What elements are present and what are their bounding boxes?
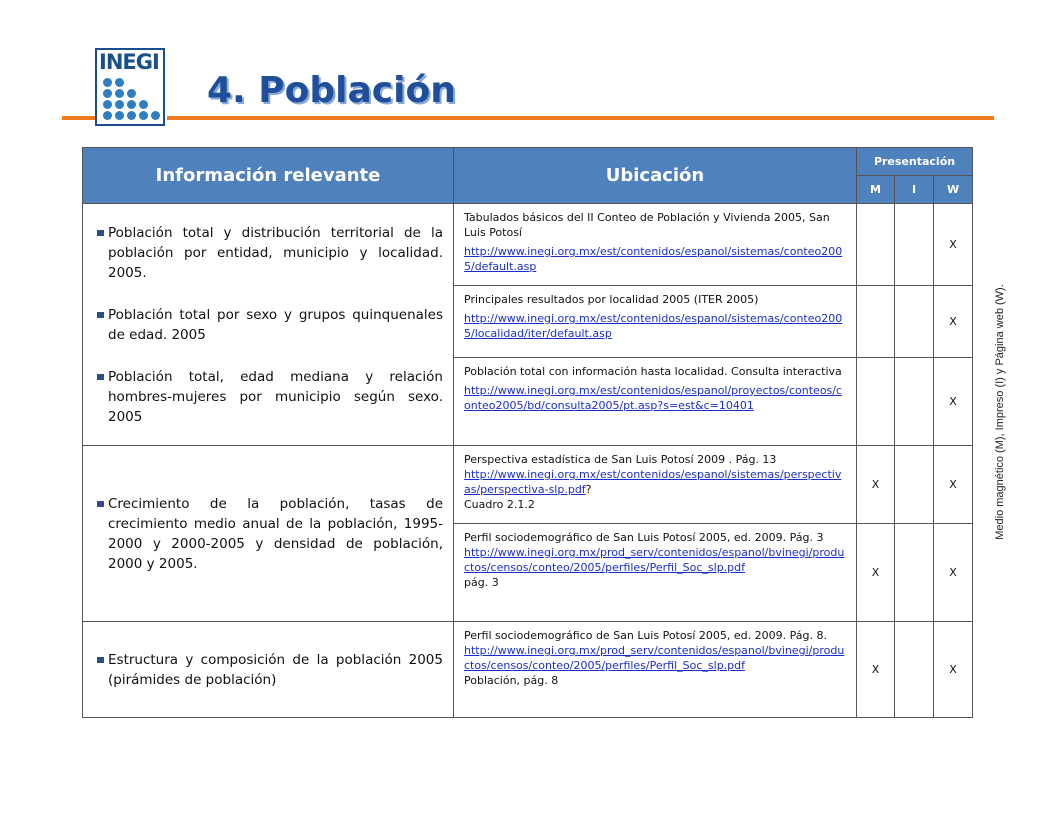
logo-dots [101,78,161,122]
info-group-1 [83,204,454,446]
mark-m: X [857,524,895,622]
info-item: Población total, edad mediana y relación hombres-mujeres por municipio según sexo. 2005 [99,367,443,427]
location-cell [454,446,857,524]
mark-m [857,204,895,286]
mark-w: X [934,524,973,622]
location-text: Principales resultados por localidad 2005 (ITER 2005) [464,293,759,306]
location-link[interactable]: http://www.inegi.org.mx/est/contenidos/espanol/sistemas/conteo2005/default.asp [464,245,843,273]
location-cell [454,524,857,622]
page-title: 4. Población [207,70,456,111]
side-note-text: Medio magnético (M), Impreso (I) y Página web (W). [994,284,1006,540]
mark-w: X [934,204,973,286]
header-i: I [895,176,934,204]
location-link[interactable]: http://www.inegi.org.mx/est/contenidos/espanol/sistemas/perspectivas/perspectiva-slp.pdf [464,468,842,496]
logo-text: INEGI [99,50,159,74]
mark-i [895,204,934,286]
info-item: Estructura y composición de la población 2005 (pirámides de población) [99,650,443,690]
location-note: Cuadro 2.1.2 [464,498,535,511]
location-text: Tabulados básicos del II Conteo de Población y Vivienda 2005, San Luis Potosí [464,211,830,239]
side-note [992,256,1008,572]
mark-m [857,358,895,446]
info-item: Población total por sexo y grupos quinquenales de edad. 2005 [99,305,443,345]
location-cell [454,286,857,358]
header-w: W [934,176,973,204]
info-group-2 [83,446,454,622]
mark-i [895,446,934,524]
mark-w: X [934,622,973,718]
inegi-logo [95,48,167,128]
location-cell [454,622,857,718]
info-item: Población total y distribución territorial de la población por entidad, municipio y localidad. 2005. [99,223,443,283]
info-item: Crecimiento de la población, tasas de crecimiento medio anual de la población, 1995-2000 y 2000-2005 y densidad de población, 2000 y 2005. [99,494,443,574]
mark-i [895,524,934,622]
mark-w: X [934,358,973,446]
location-text: Población total con información hasta localidad. Consulta interactiva [464,365,842,378]
location-note: pág. 3 [464,576,499,589]
info-group-3 [83,622,454,718]
mark-m: X [857,622,895,718]
location-link[interactable]: http://www.inegi.org.mx/est/contenidos/espanol/proyectos/conteos/conteo2005/bd/consulta2005/pt.asp?s=est&c=10401 [464,384,843,412]
header-presentation: Presentación [857,148,973,176]
location-link[interactable]: http://www.inegi.org.mx/est/contenidos/espanol/sistemas/conteo2005/localidad/iter/default.asp [464,312,843,340]
location-text: Perfil sociodemográfico de San Luis Potosí 2005, ed. 2009. Pág. 3 [464,531,824,544]
location-cell [454,204,857,286]
location-text: Perspectiva estadística de San Luis Potosí 2009 . Pág. 13 [464,453,777,466]
location-suffix: ? [585,483,592,496]
population-table [82,147,973,718]
location-note: Población, pág. 8 [464,674,559,687]
header-location: Ubicación [454,148,857,204]
orange-rule [62,116,994,120]
location-cell [454,358,857,446]
mark-i [895,286,934,358]
header-info: Información relevante [83,148,454,204]
location-link[interactable]: http://www.inegi.org.mx/prod_serv/contenidos/espanol/bvinegi/productos/censos/conteo/2005/perfiles/Perfil_Soc_slp.pdf [464,644,845,672]
header-m: M [857,176,895,204]
mark-i [895,622,934,718]
location-link[interactable]: http://www.inegi.org.mx/prod_serv/contenidos/espanol/bvinegi/productos/censos/conteo/2005/perfiles/Perfil_Soc_slp.pdf [464,546,845,574]
mark-i [895,358,934,446]
location-text: Perfil sociodemográfico de San Luis Potosí 2005, ed. 2009. Pág. 8. [464,629,827,642]
mark-w: X [934,446,973,524]
mark-w: X [934,286,973,358]
mark-m: X [857,446,895,524]
mark-m [857,286,895,358]
